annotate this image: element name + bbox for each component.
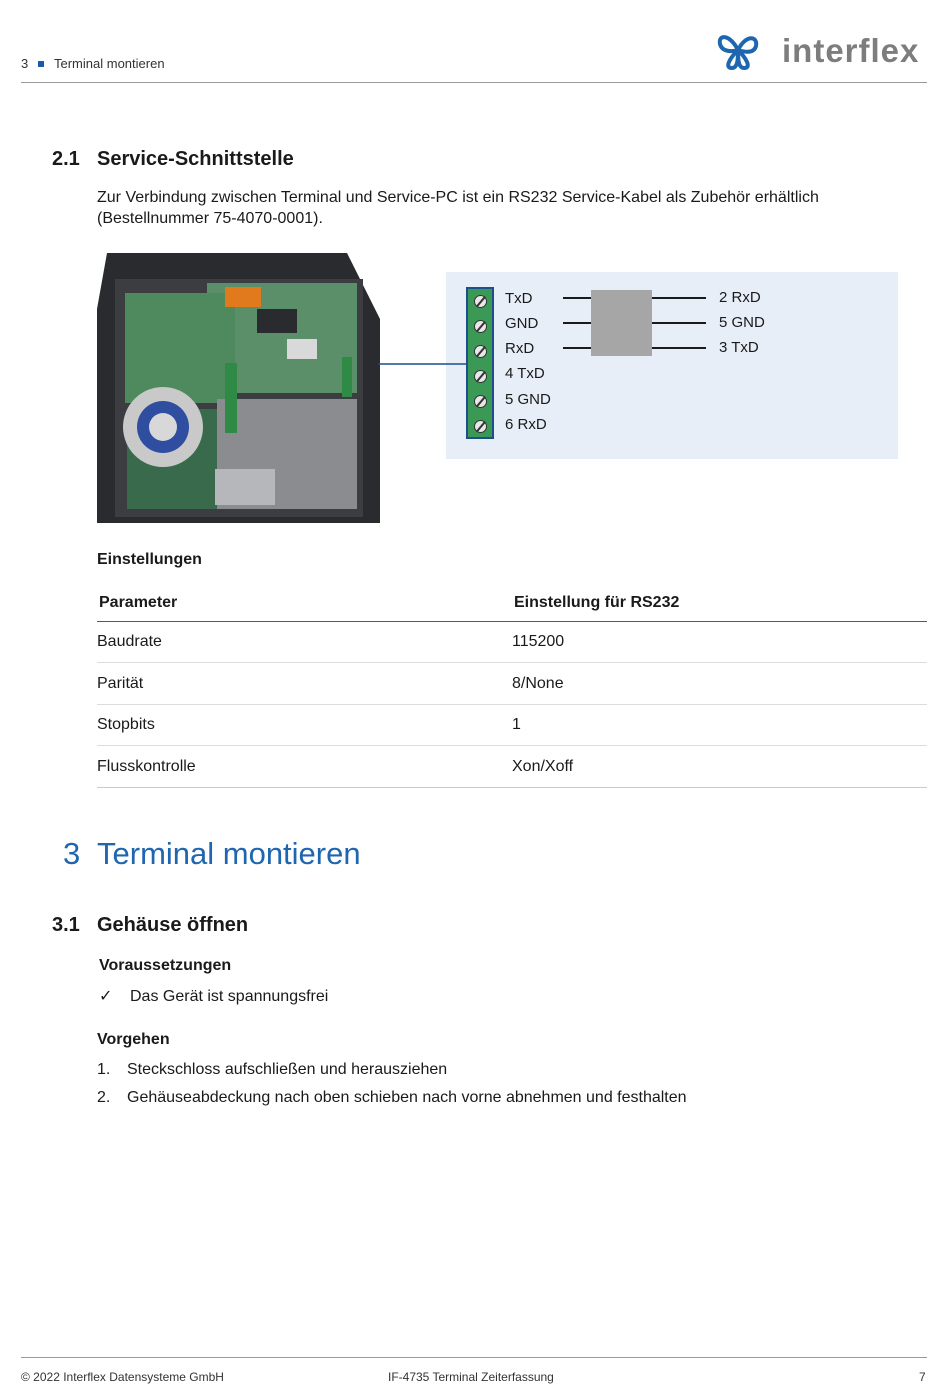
table-cell-value: Xon/Xoff — [512, 758, 574, 775]
pc-pin-label: 3 TxD — [719, 339, 759, 356]
prerequisites-heading: Voraussetzungen — [99, 957, 232, 974]
section-number: 2.1 — [52, 148, 80, 170]
header-chapter-number: 3 — [21, 56, 29, 71]
wire-pc-gnd — [652, 322, 706, 324]
table-row-divider — [97, 662, 927, 663]
terminal-pin-label: TxD — [505, 290, 533, 307]
section-title: Service-Schnittstelle — [97, 148, 294, 170]
screw-icon — [474, 345, 487, 358]
butterfly-logo-icon — [716, 28, 760, 72]
wire-pc-txd — [652, 347, 706, 349]
screw-icon — [474, 420, 487, 433]
terminal-pin-label: 4 TxD — [505, 365, 545, 382]
step-number: 1. — [97, 1061, 111, 1078]
table-row-divider — [97, 704, 927, 705]
screw-icon — [474, 395, 487, 408]
chapter-title: Terminal montieren — [97, 836, 361, 871]
footer-divider — [21, 1357, 927, 1358]
prerequisite-item: Das Gerät ist spannungsfrei — [130, 988, 329, 1005]
procedure-heading: Vorgehen — [97, 1031, 170, 1048]
wire-gnd — [563, 322, 591, 324]
pc-pin-label: 5 GND — [719, 314, 765, 331]
table-cell-value: 1 — [512, 716, 521, 733]
chapter-number: 3 — [63, 836, 81, 871]
diagram-link-line — [378, 360, 468, 368]
footer-page-number: 7 — [919, 1370, 926, 1384]
header-divider — [21, 82, 927, 83]
logo-wordmark: interflex — [782, 32, 920, 69]
settings-heading: Einstellungen — [97, 551, 202, 568]
table-header-value: Einstellung für RS232 — [514, 594, 680, 611]
footer-copyright: © 2022 Interflex Datensysteme GmbH — [21, 1370, 224, 1384]
terminal-pin-label: 6 RxD — [505, 416, 547, 433]
screw-icon — [474, 295, 487, 308]
step-text: Steckschloss aufschließen und herausziehen — [127, 1061, 448, 1078]
terminal-block — [466, 287, 494, 439]
screw-icon — [474, 320, 487, 333]
table-cell-parameter: Stopbits — [97, 716, 155, 733]
wire-txd — [563, 297, 591, 299]
pc-pin-label: 2 RxD — [719, 289, 761, 306]
footer-document-title: IF-4735 Terminal Zeiterfassung — [388, 1370, 554, 1384]
terminal-pin-label: RxD — [505, 340, 535, 357]
table-header-rule — [97, 621, 927, 622]
table-bottom-rule — [97, 787, 927, 788]
step-text: Gehäuseabdeckung nach oben schieben nach vorne abnehmen und festhalten — [127, 1089, 687, 1106]
terminal-pin-label: 5 GND — [505, 391, 551, 408]
checkmark-icon: ✓ — [99, 988, 113, 1005]
screw-icon — [474, 370, 487, 383]
table-row-divider — [97, 745, 927, 746]
header-bullet — [38, 61, 44, 67]
wire-rxd — [563, 347, 591, 349]
terminal-photo — [97, 249, 380, 524]
table-cell-value: 8/None — [512, 675, 564, 692]
table-cell-parameter: Flusskontrolle — [97, 758, 196, 775]
intro-line-2: (Bestellnummer 75-4070-0001). — [97, 210, 323, 227]
table-cell-value: 115200 — [512, 633, 565, 650]
table-cell-parameter: Parität — [97, 675, 144, 692]
table-cell-parameter: Baudrate — [97, 633, 162, 650]
table-header-parameter: Parameter — [99, 594, 178, 611]
step-number: 2. — [97, 1089, 111, 1106]
cable-adapter — [591, 290, 652, 356]
wire-pc-rxd — [652, 297, 706, 299]
section-number: 3.1 — [52, 914, 80, 936]
intro-line-1: Zur Verbindung zwischen Terminal und Service-PC ist ein RS232 Service-Kabel als Zubehör erhältlich — [97, 189, 819, 206]
terminal-pin-label: GND — [505, 315, 539, 332]
header-chapter-title: Terminal montieren — [54, 56, 165, 71]
section-title: Gehäuse öffnen — [97, 914, 249, 936]
